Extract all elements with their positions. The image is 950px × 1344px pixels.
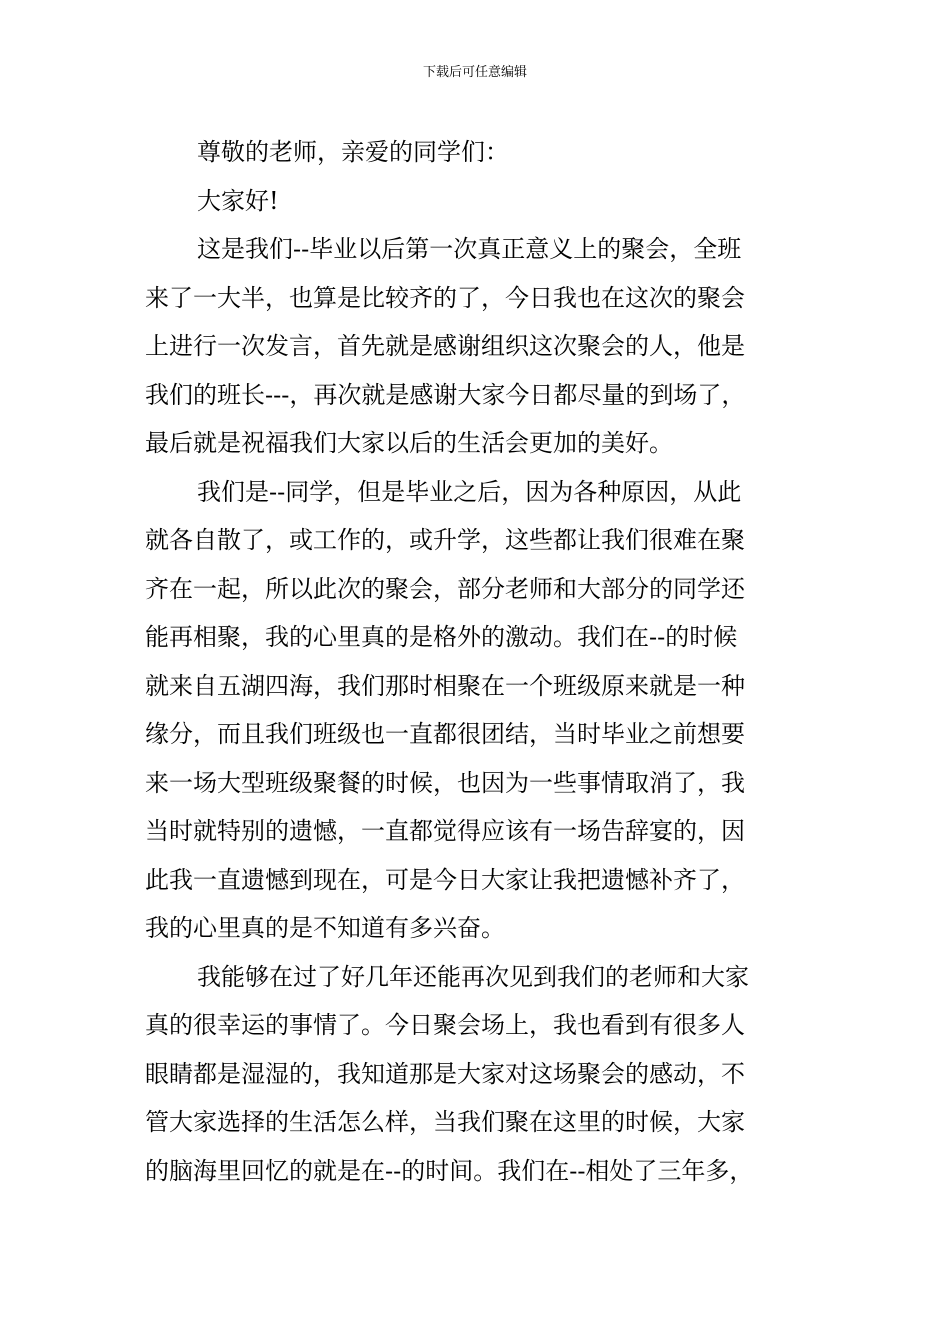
salutation-line: 尊敬的老师，亲爱的同学们： — [197, 138, 509, 166]
paragraph-1-line: 我们的班长---，再次就是感谢大家今日都尽量的到场了， — [145, 380, 746, 409]
paragraph-2-line: 我的心里真的是不知道有多兴奋。 — [145, 914, 505, 942]
paragraph-1-line: 上进行一次发言，首先就是感谢组织这次聚会的人，他是 — [145, 332, 745, 360]
greeting-line: 大家好! — [197, 186, 279, 215]
paragraph-3-line: 管大家选择的生活怎么样，当我们聚在这里的时候，大家 — [145, 1108, 745, 1136]
paragraph-2-line: 来一场大型班级聚餐的时候，也因为一些事情取消了，我 — [145, 768, 745, 797]
page-header: 下载后可任意编辑 — [422, 65, 527, 80]
paragraph-3-line: 真的很幸运的事情了。今日聚会场上，我也看到有很多人 — [145, 1011, 745, 1039]
paragraph-3-line: 我能够在过了好几年还能再次见到我们的老师和大家 — [197, 962, 749, 991]
paragraph-1-line: 最后就是祝福我们大家以后的生活会更加的美好。 — [145, 429, 673, 457]
paragraph-2-line: 就各自散了，或工作的，或升学，这些都让我们很难在聚 — [145, 526, 745, 554]
paragraph-2-line: 当时就特别的遗憾，一直都觉得应该有一场告辞宴的，因 — [145, 817, 745, 845]
document-body — [145, 128, 815, 1195]
paragraph-2-line: 齐在一起，所以此次的聚会，部分老师和大部分的同学还 — [145, 574, 745, 603]
paragraph-3-line: 的脑海里回忆的就是在--的时间。我们在--相处了三年多， — [145, 1156, 754, 1185]
paragraph-2-line: 能再相聚，我的心里真的是格外的激动。我们在--的时候 — [145, 623, 738, 651]
paragraph-1-line: 来了一大半，也算是比较齐的了，今日我也在这次的聚会 — [145, 283, 745, 312]
paragraph-2-line: 缘分，而且我们班级也一直都很团结，当时毕业之前想要 — [145, 720, 745, 748]
paragraph-2-line: 就来自五湖四海，我们那时相聚在一个班级原来就是一种 — [145, 671, 745, 700]
paragraph-3-line: 眼睛都是湿湿的，我知道那是大家对这场聚会的感动，不 — [145, 1059, 745, 1088]
paragraph-2-line: 此我一直遗憾到现在，可是今日大家让我把遗憾补齐了， — [145, 865, 745, 894]
paragraph-2-line: 我们是--同学，但是毕业之后，因为各种原因，从此 — [197, 477, 742, 506]
paragraph-1-line: 这是我们--毕业以后第一次真正意义上的聚会，全班 — [197, 235, 742, 263]
